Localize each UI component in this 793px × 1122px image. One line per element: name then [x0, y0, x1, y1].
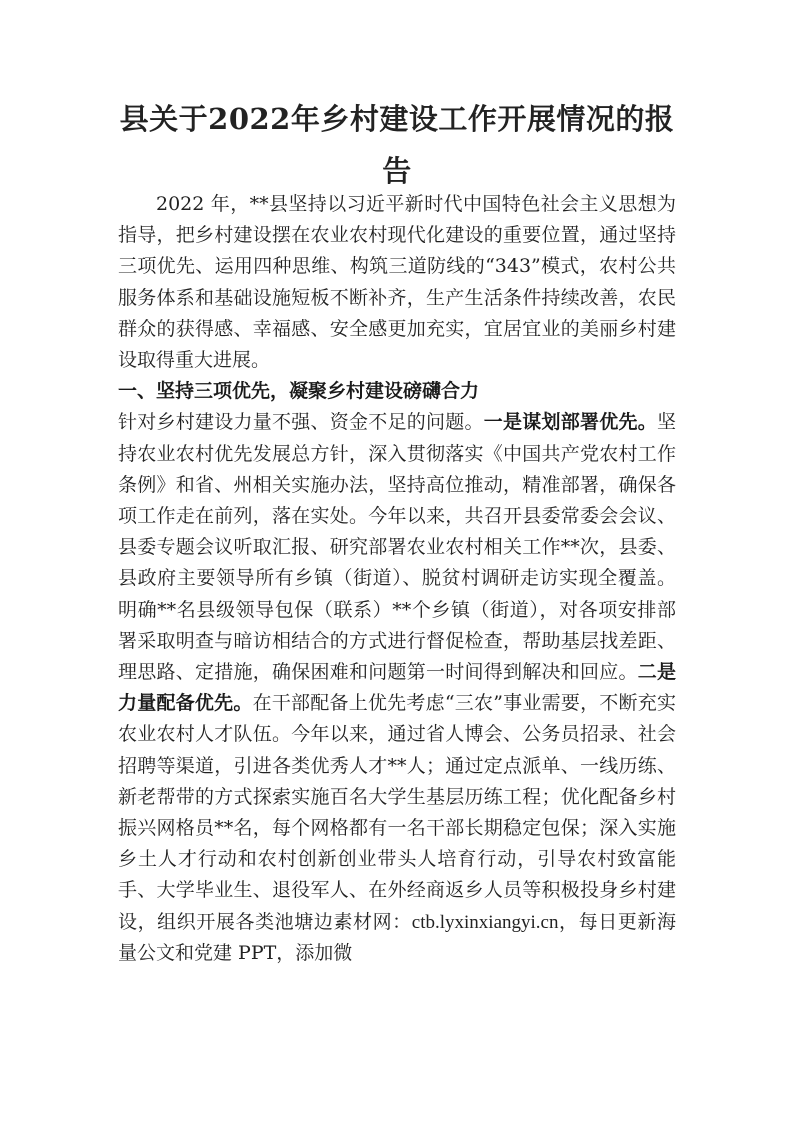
intro-paragraph: 2022 年，**县坚持以习近平新时代中国特色社会主义思想为指导，把乡村建设摆在农业农村现代化建设的重要位置，通过坚持三项优先、运用四种思维、构筑三道防线的“343”模式，农村公共服务体系和基础设施短板不断补齐，生产生活条件持续改善，农民群众的获得感、幸福感、安全感更加充实，宜居宜业的美丽乡村建设取得重大进展。 — [118, 193, 676, 372]
section-heading: 一、坚持三项优先，凝聚乡村建设磅礴合力 — [118, 380, 480, 403]
section-lead-text: 针对乡村建设力量不强、资金不足的问题。 — [118, 411, 484, 434]
point-one-label: 一是谋划部署优先。 — [483, 411, 657, 434]
document-body — [118, 189, 676, 969]
point-two-label: 二是力量配备优先。 — [118, 661, 676, 715]
trailing-text: ，每日更新海量公文和党建 PPT，添加微 — [118, 910, 676, 964]
point-two-text: 在干部配备上优先考虑“三农”事业需要，不断充实农业农村人才队伍。今年以来，通过省人博会、公务员招录、社会招聘等渠道，引进各类优秀人才**人；通过定点派单、一线历练、新老帮带的方式探索实施百名大学生基层历练工程；优化配备乡村振兴网格员**名，每个网格都有一名干部长期稳定包保；深入实施乡土人才行动和农村创新创业带头人培育行动，引导农村致富能手、大学毕业生、退役军人、在外经商返乡人员等积极投身乡村建设，组织开展各类池塘边素材网： — [118, 692, 676, 933]
website-url: ctb.lyxinxiangyi.cn — [411, 911, 559, 933]
section-paragraph — [118, 407, 676, 969]
document-title: 县关于2022年乡村建设工作开展情况的报告 — [119, 102, 675, 188]
point-one-text: 坚持农业农村优先发展总方针，深入贯彻落实《中国共产党农村工作条例》和省、州相关实施办法，坚持高位推动，精准部署，确保各项工作走在前列，落在实处。今年以来，共召开县委常委会会议、县委专题会议听取汇报、研究部署农业农村相关工作**次，县委、县政府主要领导所有乡镇（街道）、脱贫村调研走访实现全覆盖。明确**名县级领导包保（联系）**个乡镇（街道），对各项安排部署采取明查与暗访相结合的方式进行督促检查，帮助基层找差距、理思路、定措施，确保困难和问题第一时间得到解决和回应。 — [118, 411, 676, 684]
